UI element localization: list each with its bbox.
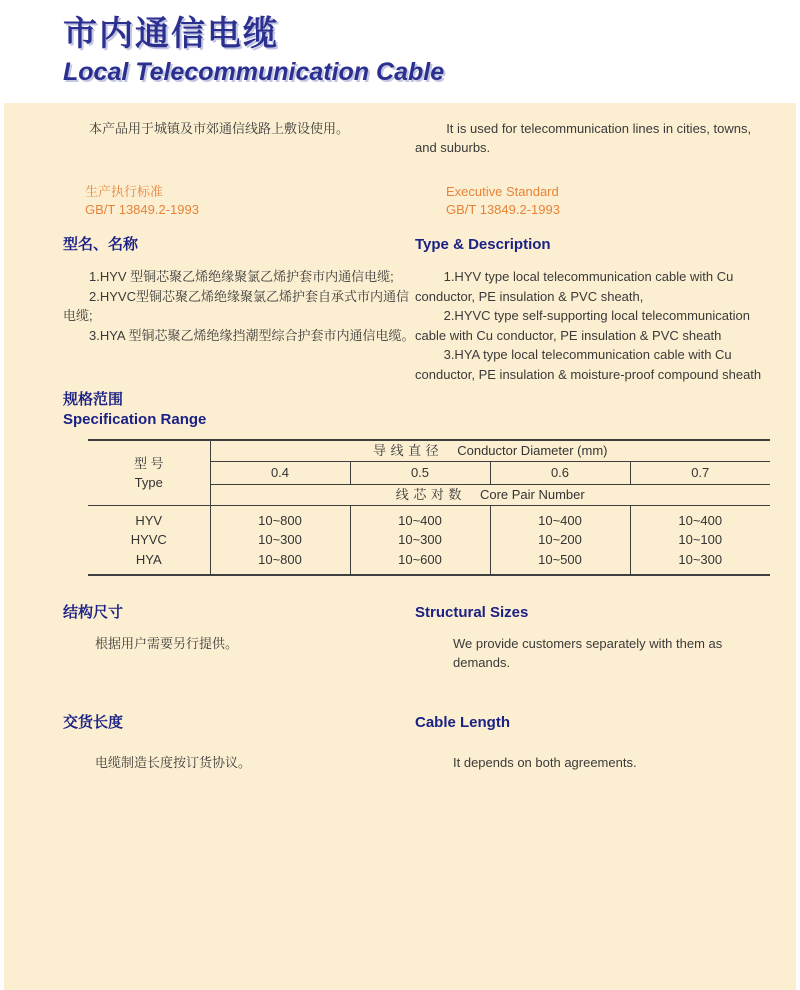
type-cell: HYV [135,512,163,528]
intro-paragraph-zh: 本产品用于城镇及市郊通信线路上敷设使用。 [89,121,350,136]
type-item-en: 1.HYV type local telecommunication cable with Cu conductor, PE insulation & PVC sheath, [415,269,734,304]
table-row [88,530,770,550]
type-item-en: 2.HYVC type self-supporting local telecommunication cable with Cu conductor, PE insulation & PVC sheath [415,308,750,343]
structural-body-en: We provide customers separately with them as demands. [453,635,723,670]
table-header-core-pair-en: Core Pair Number [479,487,585,502]
content-panel [4,103,796,990]
type-list-zh [63,267,415,345]
section-heading-spec-en: Specification Range [63,411,207,428]
value-cell: 10~600 [350,550,490,575]
spec-table [88,439,770,576]
standard-value-en: GB/T 13849.2-1993 [446,202,560,217]
table-header-type-en: Type [134,474,163,490]
structural-body-row [63,634,768,672]
section-heading-structural-en: Structural Sizes [415,603,529,621]
structural-body-zh: 根据用户需要另行提供。 [95,635,239,651]
section-heading-structural-zh: 结构尺寸 [63,603,124,621]
type-item-zh: 1.HYV 型铜芯聚乙烯绝缘聚氯乙烯护套市内通信电缆; [89,269,394,284]
standard-label-en: Executive Standard [446,184,559,199]
section-heading-length-en: Cable Length [415,713,511,731]
type-cell: HYVC [130,532,167,547]
table-row [88,550,770,575]
standard-row [63,183,768,219]
value-cell: 10~800 [210,550,350,575]
value-cell: 10~200 [490,530,630,550]
standard-value-zh: GB/T 13849.2-1993 [85,202,199,217]
table-header-type [88,440,210,505]
value-cell: 10~300 [210,530,350,550]
type-item-zh: 3.HYA 型铜芯聚乙烯绝缘挡潮型综合护套市内通信电缆。 [89,327,415,343]
intro-paragraph-en: It is used for telecommunication lines in cities, towns, and suburbs. [415,121,752,155]
type-item-zh: 2.HYVC型铜芯聚乙烯绝缘聚氯乙烯护套自承式市内通信电缆; [63,288,409,323]
type-cell: HYA [135,551,162,567]
page-title-en: Local Telecommunication Cable [63,58,445,87]
value-cell: 10~800 [210,505,350,530]
length-body-row [63,753,768,772]
value-cell: 10~500 [490,550,630,575]
value-cell: 10~400 [630,505,770,530]
page-title-zh: 市内通信电缆 [63,15,279,53]
value-cell: 10~100 [630,530,770,550]
length-body-en: It depends on both agreements. [453,754,637,770]
table-row [88,505,770,530]
section-heading-type-en: Type & Description [415,236,551,253]
type-item-en: 3.HYA type local telecommunication cable with Cu conductor, PE insulation & moisture-proof compound sheath [415,347,762,382]
standard-label-zh: 生产执行标准 [85,184,164,199]
value-cell: 10~400 [490,505,630,530]
value-cell: 10~300 [630,550,770,575]
table-header-diameter [210,440,770,461]
type-section [63,235,768,384]
section-heading-spec-zh: 规格范围 [63,391,124,408]
section-heading-type-zh: 型名、名称 [63,236,139,253]
value-cell: 10~400 [350,505,490,530]
title-band [0,0,800,103]
diameter-value: 0.6 [490,461,630,484]
table-header-diameter-zh: 导线直径 [373,443,444,459]
structural-section [63,603,768,623]
length-section [63,713,768,733]
spec-section-headings [63,390,768,430]
length-body-zh: 电缆制造长度按订货协议。 [95,754,252,770]
table-header-core-pair [210,484,770,505]
diameter-value: 0.5 [350,461,490,484]
intro-row [63,119,768,157]
table-header-diameter-en: Conductor Diameter (mm) [457,443,608,459]
section-heading-length-zh: 交货长度 [63,713,124,731]
table-header-type-zh: 型 号 [133,455,164,471]
value-cell: 10~300 [350,530,490,550]
table-header-core-pair-zh: 线芯对数 [395,487,466,502]
diameter-value: 0.4 [210,461,350,484]
diameter-value: 0.7 [630,461,770,484]
type-list-en [415,267,768,384]
